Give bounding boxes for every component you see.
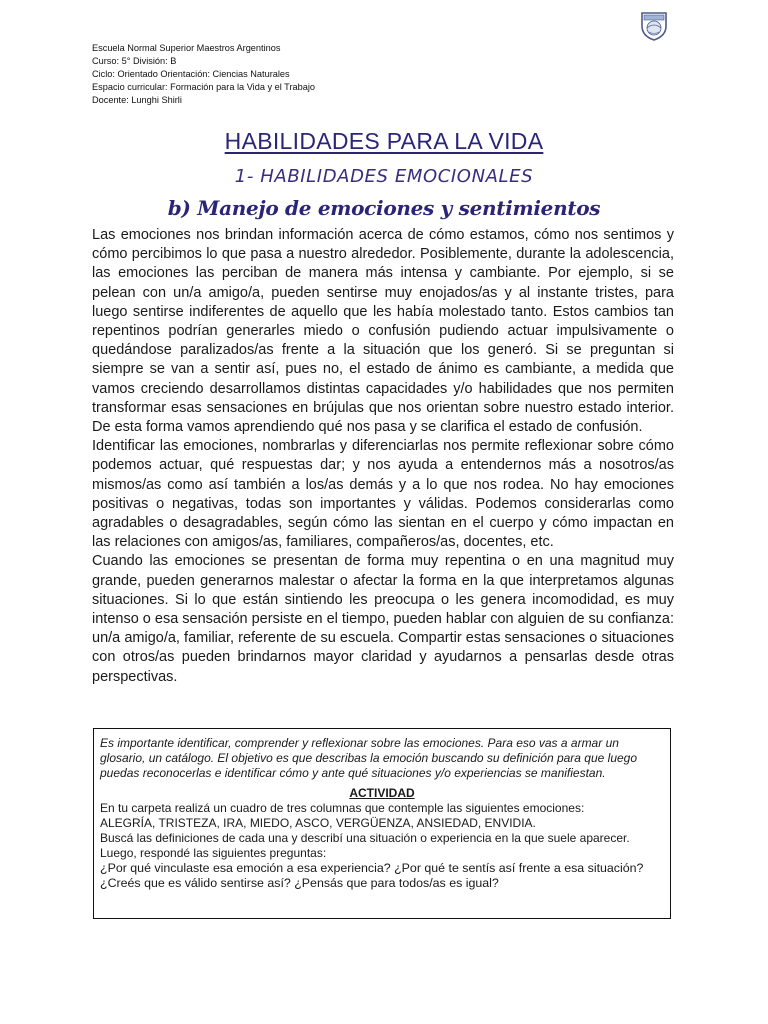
activity-intro: Es importante identificar, comprender y reflexionar sobre las emociones. Para eso vas a armar un glosario, un catálogo. El objetivo es que describas la emoción buscando su definición para que luego puedas reconocerlas e identificar cómo y ante qué situaciones y/o experiencias se manifiestan. [100,736,638,780]
paragraph: Cuando las emociones se presentan de forma muy repentina o en una magnitud muy grande, pueden generarnos malestar o afectar la forma en la que interpretamos algunas situaciones. Si lo que están sintiendo les preocupa o les genera incomodidad, es muy intenso o esa sensación persiste en el tiempo, pueden hablar con alguien de su confianza: un/a amigo/a, familiar, referente de su escuela. Compartir estas sensaciones o situaciones con otros/as pueden brindarnos mayor claridad y ayudarnos a pensarlas desde otras perspectivas. [92,553,675,685]
topic-heading: b) Manejo de emociones y sentimientos [167,196,601,220]
cycle-info: Ciclo: Orientado Orientación: Ciencias Naturales [92,69,290,79]
emotion-list: ALEGRÍA, TRISTEZA, IRA, MIEDO, ASCO, VERGÜENZA, ANSIEDAD, ENVIDIA. [100,816,536,830]
activity-box [93,728,671,919]
activity-instruction: En tu carpeta realizá un cuadro de tres columnas que contemple las siguientes emociones: [100,801,585,815]
activity-title: ACTIVIDAD [349,786,415,800]
body-text [92,226,674,687]
course-info: Curso: 5° División: B [92,56,177,66]
activity-instruction: Luego, respondé las siguientes preguntas: [100,846,327,860]
document-header [92,42,315,107]
paragraph: Identificar las emociones, nombrarlas y diferenciarlas nos permite reflexionar sobre cómo podemos actuar, qué respuestas dar; y nos ayuda a entendernos más a nosotros/as mismos/as como así también a los/as demás y a lo que nos rodea. No hay emociones positivas o negativas, todas son importantes y válidas. Podemos considerarlas como agradables o desagradables, según cómo las sientan en el cuerpo y cómo impactan en las relaciones con amigos/as, familiares, compañeros/as, docentes, etc. [92,438,674,551]
school-name: Escuela Normal Superior Maestros Argentinos [92,43,281,53]
teacher-info: Docente: Lunghi Shirli [92,95,182,105]
subject-info: Espacio curricular: Formación para la Vida y el Trabajo [92,82,315,92]
activity-instruction: Buscá las definiciones de cada una y describí una situación o experiencia en la que suele aparecer. [100,831,630,845]
paragraph: Las emociones nos brindan información acerca de cómo estamos, cómo nos sentimos y cómo percibimos lo que pasa a nuestro alrededor. Posiblemente, durante la adolescencia, las emociones las perciban de manera más intensa y cambiante. Por ejemplo, si se pelean con un/a amigo/a, pueden sentirse muy enojados/as y al instante tristes, para luego sentirse indiferentes de aquello que les había molestado tanto. Estos cambios tan repentinos podrían generarles miedo o confusión pudiendo actuar impulsivamente o quedándose paralizados/as frente a la situación que los generó. Si se preguntan si siempre se van a sentir así, pues no, el estado de ánimo es cambiante, a medida que vamos creciendo desarrollamos distintas capacidades y/o habilidades que nos permiten transformar esas sensaciones en brújulas que nos orientan sobre nuestro estado interior. De esta forma vamos aprendiendo qué nos pasa y se clarifica el estado de confusión. [92,227,674,436]
activity-question: ¿Creés que es válido sentirse así? ¿Pensás que para todos/as es igual? [100,876,499,890]
school-crest-icon [638,10,670,42]
page-title: HABILIDADES PARA LA VIDA [224,128,544,154]
activity-question: ¿Por qué vinculaste esa emoción a esa experiencia? ¿Por qué te sentís así frente a esa situación? [100,861,644,875]
section-subtitle: 1- HABILIDADES EMOCIONALES [234,166,534,187]
